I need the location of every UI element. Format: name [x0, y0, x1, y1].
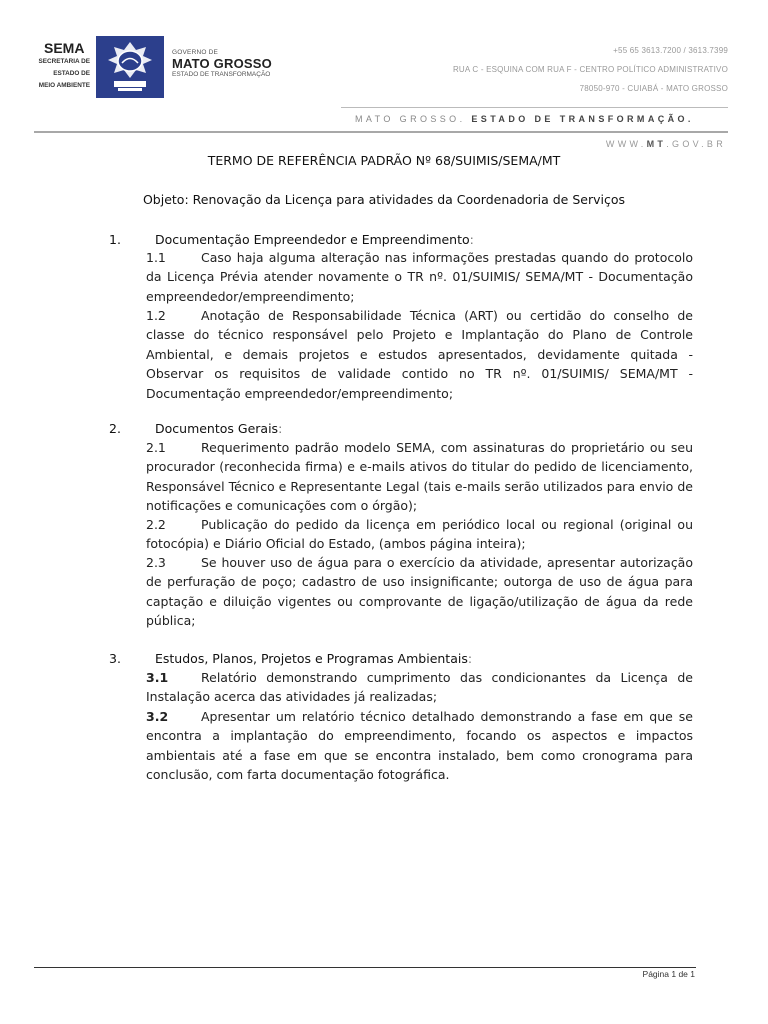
paragraph-2-1	[146, 438, 693, 516]
document-title: TERMO DE REFERÊNCIA PADRÃO Nº 68/SUIMIS/SEMA/MT	[207, 153, 561, 168]
gov-line-1: GOVERNO DE	[172, 49, 219, 56]
paragraph-number: 2.2	[146, 517, 166, 532]
sema-line-1: SECRETARIA DE	[38, 58, 90, 65]
paragraph-3-2	[146, 707, 693, 785]
gov-line-2: MATO GROSSO	[172, 56, 272, 71]
sema-line-3: MEIO AMBIENTE	[38, 82, 90, 89]
motto-part-2: ESTADO DE TRANSFORMAÇÃO.	[471, 114, 694, 124]
sema-title: SEMA	[44, 40, 85, 56]
section-colon: :	[278, 421, 283, 436]
state-crest-icon	[96, 36, 164, 98]
paragraph-text: Caso haja alguma alteração nas informações prestadas quando do protocolo da Licença Prévia atender novamente o TR nº. 01/SUIMIS/ SEMA/MT - Documentação empreendedor/empreendimento;	[146, 250, 693, 304]
paragraph-number: 2.1	[146, 440, 166, 455]
paragraph-text: Se houver uso de água para o exercício da atividade, apresentar autorização de perfuração de poço; cadastro de uso insignificante; outorga de uso de água para captação e diluição vigentes ou comprovante de ligação/utilização de água da rede pública;	[146, 555, 693, 629]
section-heading-1	[109, 232, 474, 247]
section-number: 3.	[109, 651, 121, 666]
motto-part-1: MATO GROSSO.	[355, 114, 466, 124]
header-motto	[355, 114, 694, 124]
paragraph-text: Anotação de Responsabilidade Técnica (ART) ou certidão do conselho de classe do técnico responsável pelo Projeto e Implantação do Plano de Controle Ambiental, e demais projetos e estudos apresentados, devidamente quitada - Observar os requisitos de validade contido no TR nº. 01/SUIMIS/ SEMA/MT - Documentação empreendedor/empreendimento;	[146, 308, 693, 401]
contact-info	[453, 41, 728, 98]
government-logo	[172, 49, 272, 79]
page-number: Página 1 de 1	[642, 969, 695, 979]
section-heading-2	[109, 421, 282, 436]
header-divider-short	[341, 107, 728, 108]
paragraph-text: Relatório demonstrando cumprimento das condicionantes da Licença de Instalação acerca das atividades já realizadas;	[146, 670, 693, 705]
paragraph-number: 1.1	[146, 250, 166, 265]
footer-divider	[34, 967, 696, 968]
paragraph-number: 2.3	[146, 555, 166, 570]
section-heading-3	[109, 651, 472, 666]
paragraph-text: Requerimento padrão modelo SEMA, com assinaturas do proprietário ou seu procurador (reconhecida firma) e e-mails ativos do titular do pedido de licenciamento, Responsável Técnico e Representante Legal (tais e-mails serão utilizados para envio de notificações e comunicações com o órgão);	[146, 440, 693, 514]
section-title: Documentação Empreendedor e Empreendimento	[155, 232, 470, 247]
section-number: 1.	[109, 232, 121, 247]
web-part-2: MT	[646, 139, 667, 149]
paragraph-number: 3.1	[146, 670, 169, 685]
section-colon: :	[467, 651, 473, 666]
header-divider	[34, 131, 728, 133]
paragraph-2-3	[146, 553, 693, 631]
web-part-3: .GOV.BR	[666, 139, 726, 149]
paragraph-1-1	[146, 248, 693, 306]
section-number: 2.	[109, 421, 121, 436]
document-object: Objeto: Renovação da Licença para atividades da Coordenadoria de Serviços	[142, 192, 626, 207]
contact-phone: +55 65 3613.7200 / 3613.7399	[613, 46, 728, 55]
paragraph-number: 1.2	[146, 308, 166, 323]
contact-address: RUA C - ESQUINA COM RUA F - CENTRO POLÍTICO ADMINISTRATIVO	[452, 65, 728, 74]
website	[606, 139, 726, 149]
sema-line-2: ESTADO DE	[53, 70, 90, 77]
section-colon: :	[469, 232, 474, 247]
web-part-1: WWW.	[605, 139, 647, 149]
section-title: Estudos, Planos, Projetos e Programas Ambientais	[155, 651, 468, 666]
sema-logo	[32, 40, 90, 92]
section-title: Documentos Gerais	[155, 421, 279, 436]
paragraph-2-2	[146, 515, 693, 554]
contact-city: 78050-970 - CUIABÁ - MATO GROSSO	[579, 84, 728, 93]
gov-line-3: ESTADO DE TRANSFORMAÇÃO	[172, 71, 271, 78]
paragraph-number: 3.2	[146, 709, 169, 724]
paragraph-3-1	[146, 668, 693, 707]
paragraph-text: Apresentar um relatório técnico detalhado demonstrando a fase em que se encontra a implantação do empreendimento, focando os aspectos e impactos ambientais até a fase em que se encontra instalado, bem como cronograma para conclusão, com farta documentação fotográfica.	[146, 709, 693, 783]
paragraph-1-2	[146, 306, 693, 403]
paragraph-text: Publicação do pedido da licença em periódico local ou regional (original ou fotocópia) e Diário Oficial do Estado, (ambos página inteira);	[146, 517, 693, 552]
